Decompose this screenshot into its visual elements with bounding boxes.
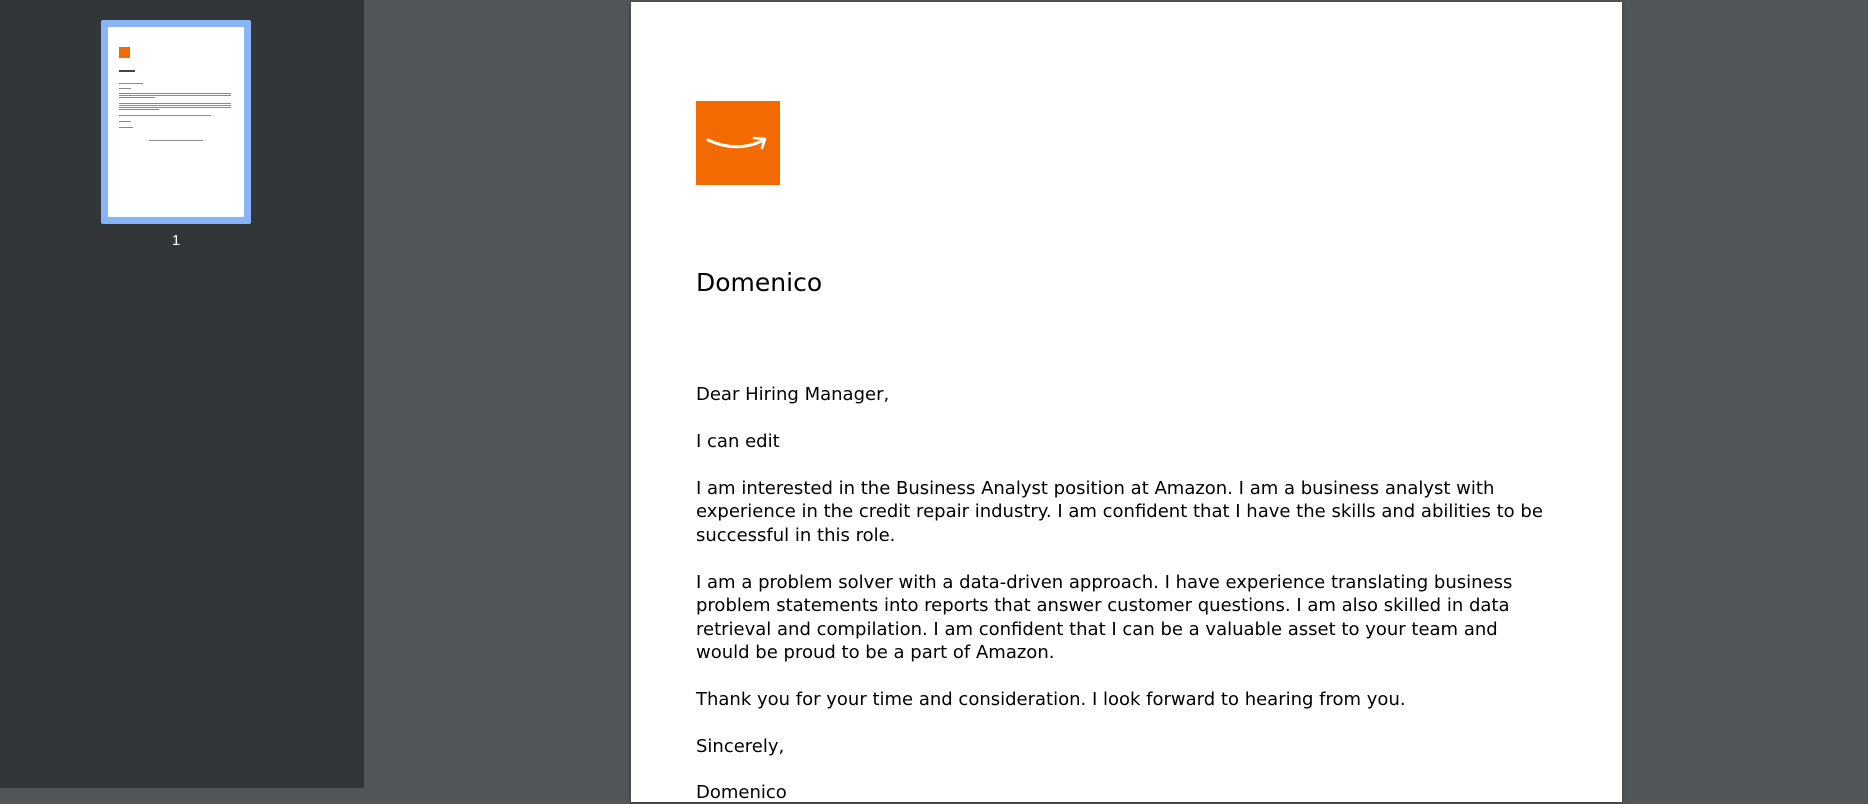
thumbnail-page-preview <box>108 27 244 217</box>
thumbnail-text-line <box>119 109 159 110</box>
document-page <box>631 2 1622 802</box>
page-thumbnail-1[interactable] <box>101 20 251 224</box>
intro-line: I can edit <box>696 431 780 452</box>
thumbnail-text-line <box>119 83 143 84</box>
thumbnail-text-line <box>119 95 231 96</box>
closing: Sincerely, <box>696 736 785 757</box>
amazon-logo <box>696 101 780 185</box>
paragraph-1: I am interested in the Business Analyst position at Amazon. I am a business analyst with experience in the credit repair industry. I am confident that I have the skills and abilities to be successful in this role. <box>696 478 1543 546</box>
thumbnail-text-line <box>119 103 231 104</box>
thumbnail-text-line <box>119 105 231 106</box>
smile-arrow-icon <box>706 133 770 153</box>
paragraph-3: Thank you for your time and consideration. I look forward to hearing from you. <box>696 689 1406 710</box>
applicant-name: Domenico <box>696 268 823 297</box>
salutation: Dear Hiring Manager, <box>696 384 890 405</box>
thumbnail-footer-line <box>149 140 203 141</box>
paragraph-2: I am a problem solver with a data-driven approach. I have experience translating business problem statements into reports that answer customer questions. I am also skilled in data retrieval and compilation. I am confident that I can be a valuable asset to your team and would be proud to be a part of Amazon. <box>696 572 1513 664</box>
thumbnail-page-number: 1 <box>171 232 181 249</box>
thumbnail-text-line <box>119 121 131 122</box>
signature: Domenico <box>696 782 787 803</box>
thumbnail-text-line <box>119 97 155 98</box>
thumbnail-text-line <box>119 93 231 94</box>
thumbnail-text-line <box>119 115 211 116</box>
thumbnail-text-line <box>119 88 131 89</box>
thumbnail-name-line <box>119 70 135 72</box>
thumbnail-text-line <box>119 107 231 108</box>
thumbnail-sidebar <box>0 0 364 788</box>
thumbnail-logo <box>119 47 130 58</box>
thumbnail-text-line <box>119 127 133 128</box>
